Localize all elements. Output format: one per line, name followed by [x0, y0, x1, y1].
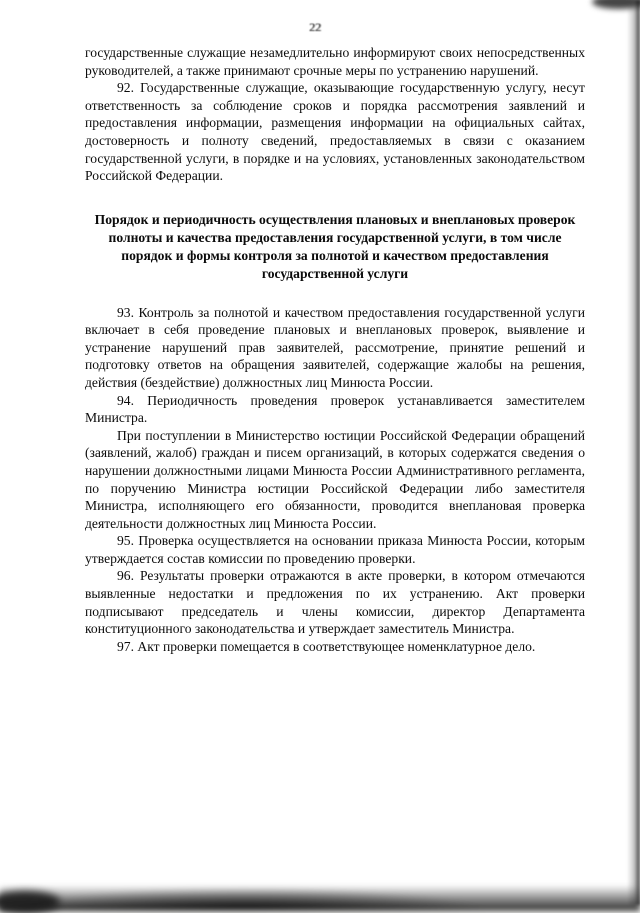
page-number: 22 — [309, 20, 321, 34]
scan-artifact-bottom-edge — [0, 885, 640, 911]
document-content — [85, 44, 585, 655]
paragraph-94: 94. Периодичность проведения проверок устанавливается заместителем Министра. — [85, 392, 585, 426]
paragraph-96: 96. Результаты проверки отражаются в акте проверки, в котором отмечаются выявленные недостатки и предложения по их устранению. Акт проверки подписывают председатель и члены комиссии, директор Департамента конституционного законодательства и утверждает заместитель Министра. — [85, 568, 585, 637]
paragraph-92: 92. Государственные служащие, оказывающие государственную услугу, несут ответственность за соблюдение сроков и порядка рассмотрения заявлений и предоставления информации, размещения информации на официальных сайтах, достоверность и полноту сведений, предоставляемых в связи с оказанием государственной услуги, в порядке и на условиях, установленных законодательством Российской Федерации. — [85, 80, 585, 184]
section-heading: Порядок и периодичность осуществления плановых и внеплановых проверок полноты и качества предоставления государственной услуги, в том числе порядок и формы контроля за полнотой и качеством предоставления государственной услуги — [94, 211, 576, 282]
scan-artifact-bottom-left — [0, 891, 60, 913]
paragraph-97: 97. Акт проверки помещается в соответствующее номенклатурное дело. — [117, 638, 536, 654]
paragraph-94-continuation: При поступлении в Министерство юстиции Российской Федерации обращений (заявлений, жалоб) граждан и писем организаций, в которых содержатся сведения о нарушении должностными лицами Минюста России Административного регламента, по поручению Министра юстиции Российской Федерации либо заместителя Министра, исполняющего его обязанности, проводится внеплановая проверка деятельности должностных лиц Минюста России. — [85, 427, 585, 531]
paragraph-93: 93. Контроль за полнотой и качеством предоставления государственной услуги включает в себя проведение плановых и внеплановых проверок, выявление и устранение нарушений прав заявителей, рассмотрение, принятие решений и подготовку ответов на обращения заявителей, содержащие жалобы на решения, действия (бездействие) должностных лиц Минюста России. — [85, 304, 585, 390]
scan-artifact-right-edge — [627, 0, 640, 905]
paragraph-95: 95. Проверка осуществляется на основании приказа Минюста России, которым утверждается состав комиссии по проведению проверки. — [85, 533, 585, 566]
scan-artifact-top-right — [592, 0, 640, 9]
paragraph-continuation: государственные служащие незамедлительно информируют своих непосредственных руководителей, а также принимают срочные меры по устранению нарушений. — [85, 45, 585, 78]
